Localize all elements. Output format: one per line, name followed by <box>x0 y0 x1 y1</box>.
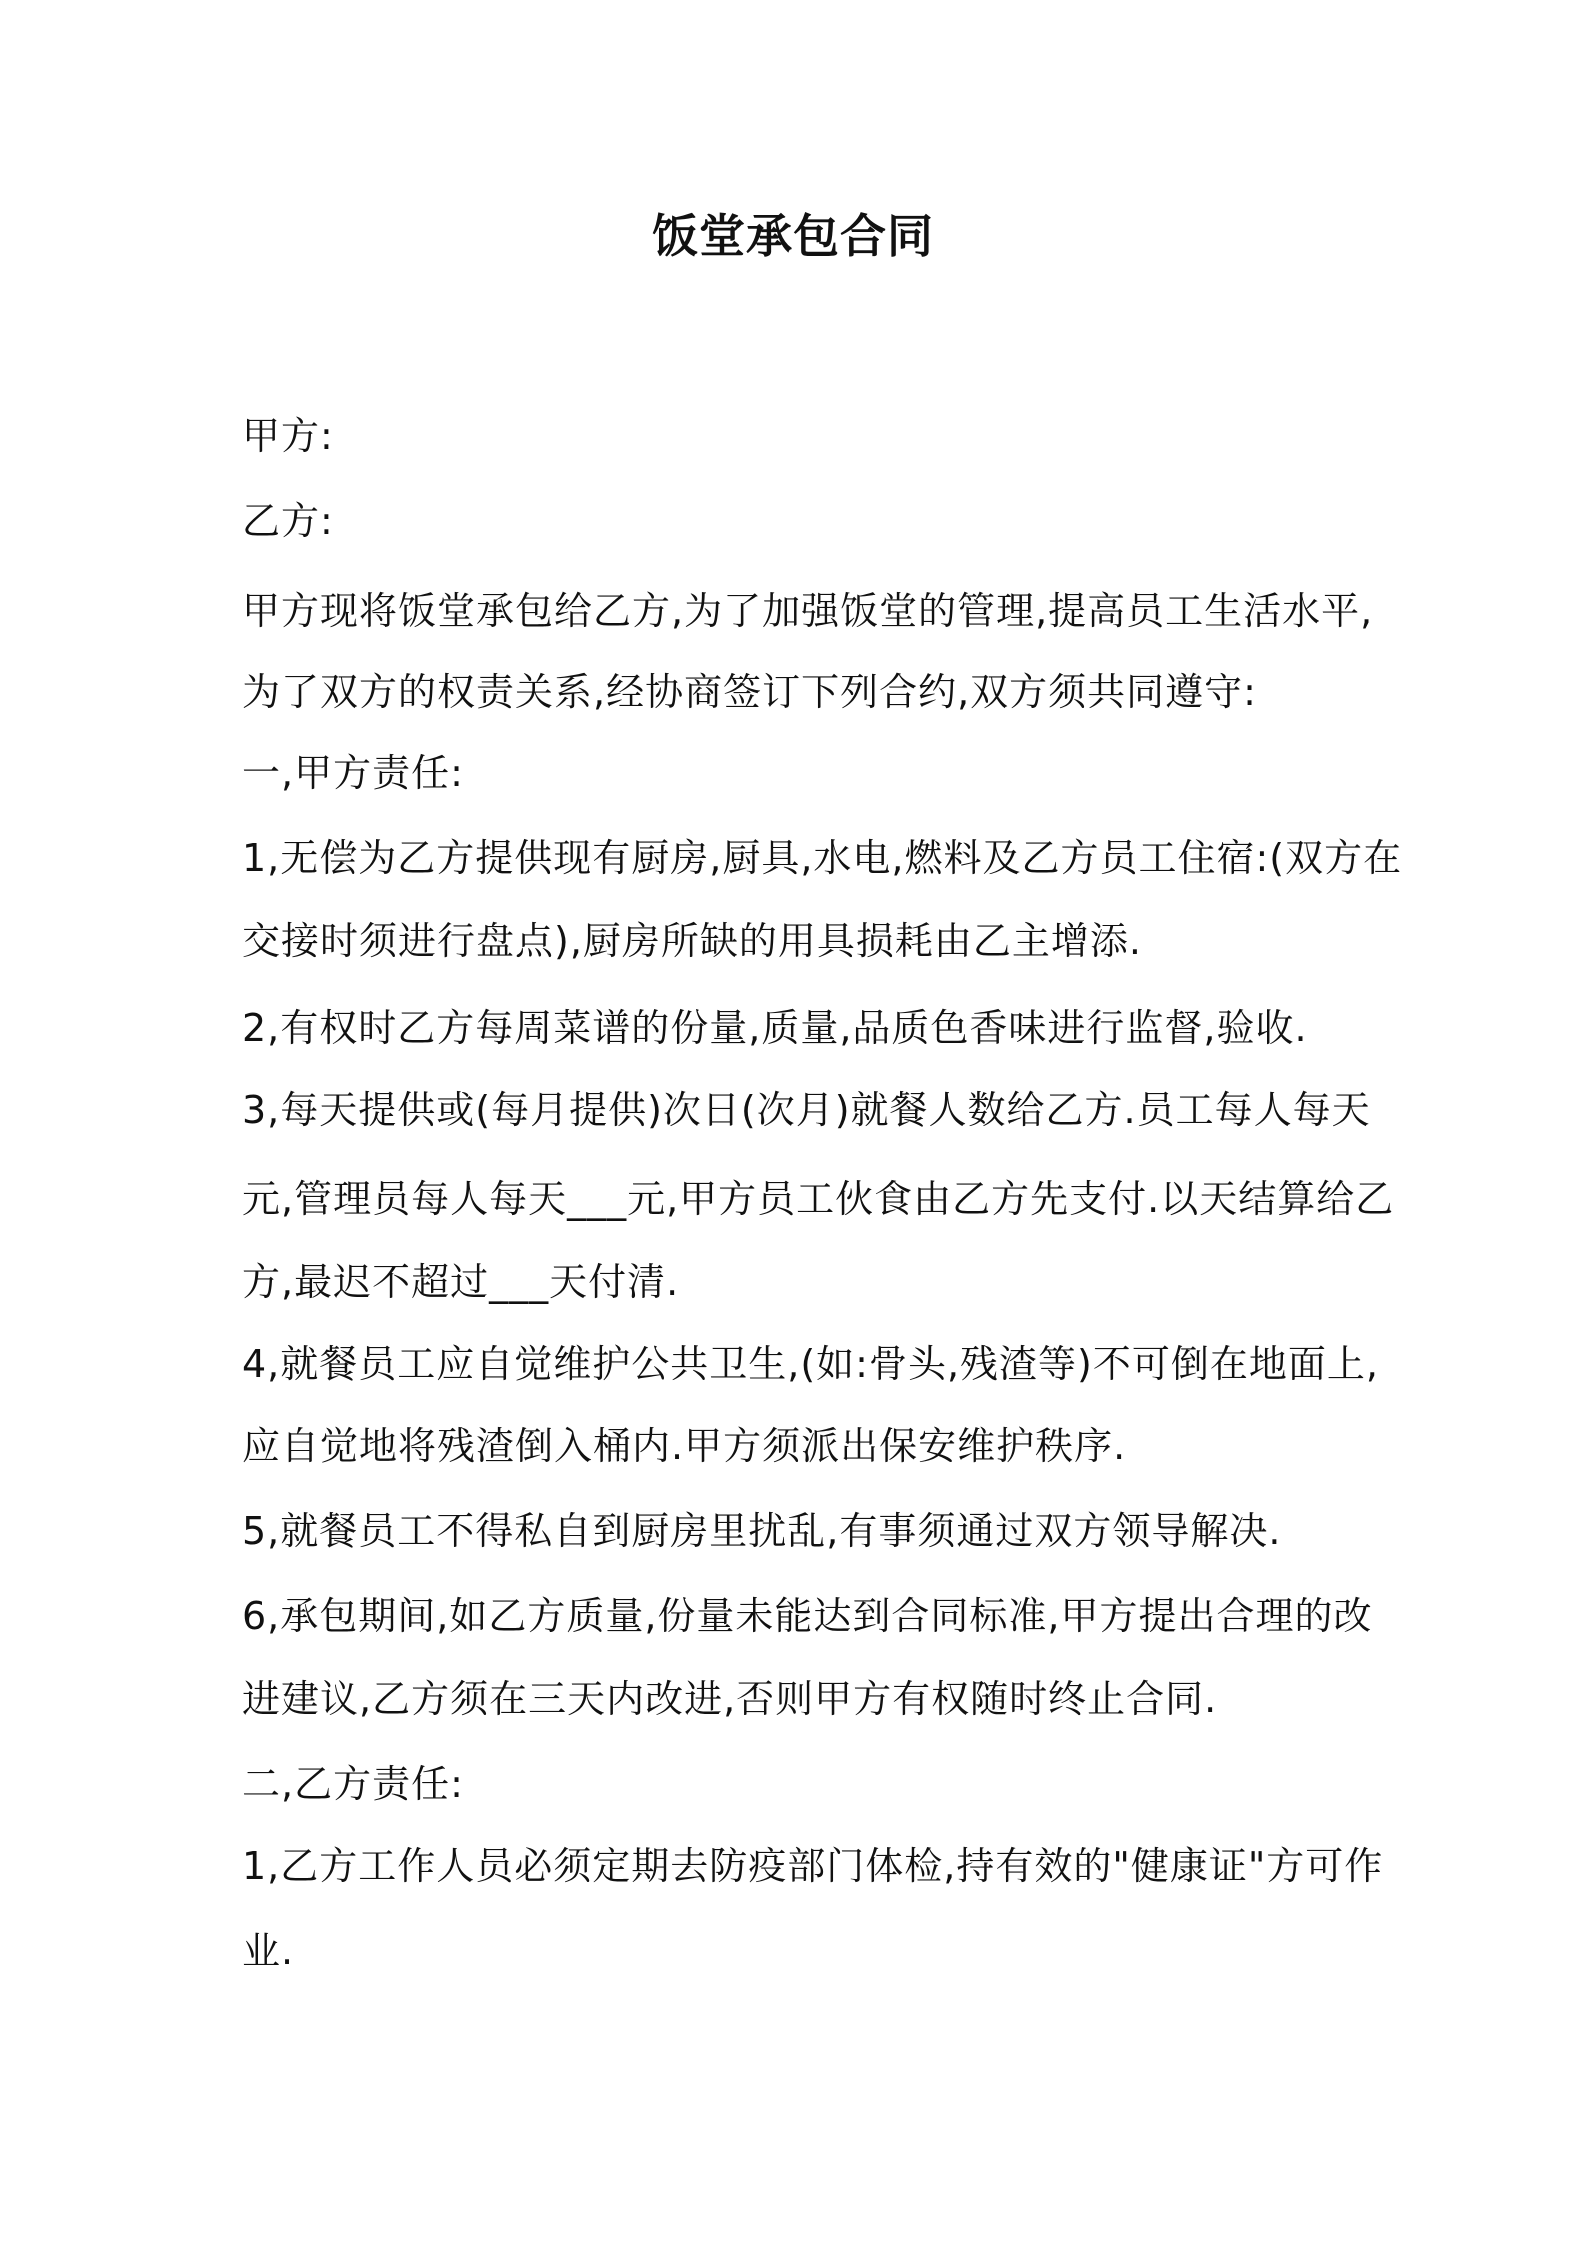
party-a-line: 甲方: <box>242 414 334 458</box>
section-heading-party-a-duties: 一,甲方责任: <box>242 751 464 795</box>
clause-4-line-2: 应自觉地将残渣倒入桶内.甲方须派出保安维护秩序. <box>242 1424 1127 1468</box>
clause-6-line-1: 6,承包期间,如乙方质量,份量未能达到合同标准,甲方提出合理的改 <box>242 1594 1373 1638</box>
party-b-clause-1-line-2: 业. <box>242 1929 295 1973</box>
clause-4-line-1: 4,就餐员工应自觉维护公共卫生,(如:骨头,残渣等)不可倒在地面上, <box>242 1342 1379 1386</box>
intro-line-2: 为了双方的权责关系,经协商签订下列合约,双方须共同遵守: <box>242 670 1257 714</box>
clause-6-line-2: 进建议,乙方须在三天内改进,否则甲方有权随时终止合同. <box>242 1677 1218 1721</box>
clause-3-line-2: 元,管理员每人每天___元,甲方员工伙食由乙方先支付.以天结算给乙 <box>242 1177 1395 1221</box>
clause-5-line: 5,就餐员工不得私自到厨房里扰乱,有事须通过双方领导解决. <box>242 1509 1282 1553</box>
clause-2-line: 2,有权时乙方每周菜谱的份量,质量,品质色香味进行监督,验收. <box>242 1006 1308 1050</box>
clause-3-line-1: 3,每天提供或(每月提供)次日(次月)就餐人数给乙方.员工每人每天 <box>242 1088 1371 1132</box>
clause-3-line-3: 方,最迟不超过___天付清. <box>242 1260 680 1304</box>
document-title: 饭堂承包合同 <box>652 209 934 263</box>
clause-1-line-1: 1,无偿为乙方提供现有厨房,厨具,水电,燃料及乙方员工住宿:(双方在 <box>242 836 1403 880</box>
party-b-line: 乙方: <box>242 499 334 543</box>
clause-1-line-2: 交接时须进行盘点),厨房所缺的用具损耗由乙主增添. <box>242 919 1142 963</box>
section-heading-party-b-duties: 二,乙方责任: <box>242 1762 464 1806</box>
party-b-clause-1-line-1: 1,乙方工作人员必须定期去防疫部门体检,持有效的"健康证"方可作 <box>242 1844 1384 1888</box>
intro-line-1: 甲方现将饭堂承包给乙方,为了加强饭堂的管理,提高员工生活水平, <box>242 589 1374 633</box>
